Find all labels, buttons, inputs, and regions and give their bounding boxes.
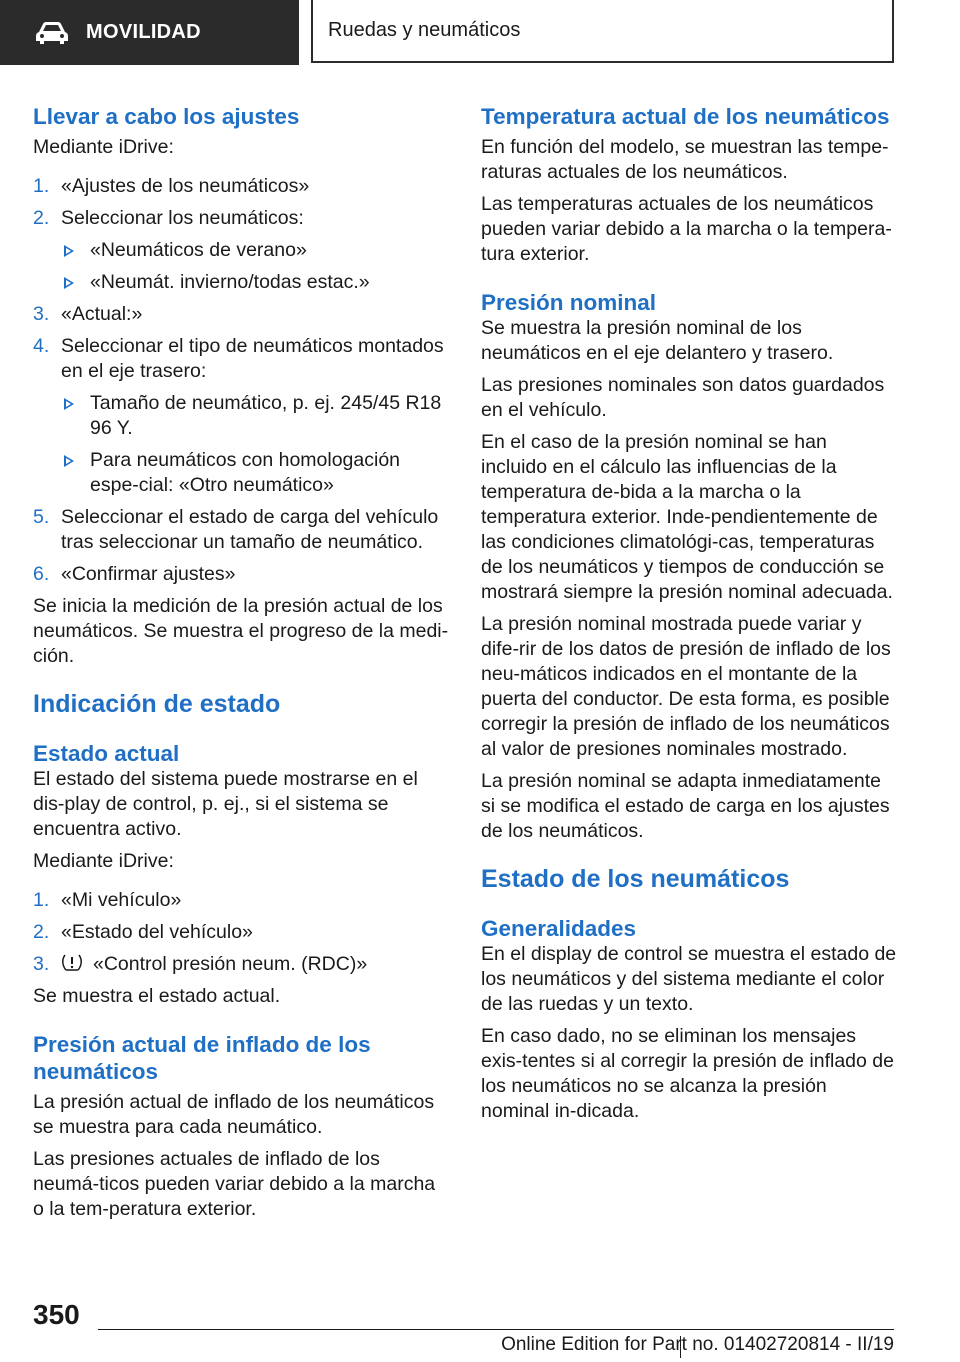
heading-presion-actual: Presión actual de inflado de los neumáticos — [33, 1032, 371, 1084]
list-item: 3. «Control presión neum. (RDC)» — [33, 953, 368, 975]
paragraph: Las temperaturas actuales de los neumáticos pueden variar debido a la marcha o la tempera‐tura exterior. — [481, 193, 892, 265]
subsection-title: Ruedas y neumáticos — [328, 19, 521, 41]
paragraph: Se muestra la presión nominal de los neumáticos en el eje delantero y trasero. — [481, 317, 834, 364]
sub-list-item: Tamaño de neumático, p. ej. 245/45 R18 96 Y. — [33, 391, 449, 441]
section-tab — [0, 0, 299, 65]
car-icon — [34, 21, 70, 45]
section-title: MOVILIDAD — [86, 21, 201, 43]
paragraph: Las presiones nominales son datos guardados en el vehículo. — [481, 374, 885, 421]
list-item: 4. Seleccionar el tipo de neumáticos montados en el eje trasero: — [33, 335, 444, 382]
heading-presion-nominal: Presión nominal — [481, 290, 657, 315]
paragraph: Las presiones actuales de inflado de los neumá‐ticos pueden variar debido a la marcha o la tem‐peratura exterior. — [33, 1148, 436, 1220]
heading-temperatura: Temperatura actual de los neumáticos — [481, 104, 890, 129]
heading-estado-actual: Estado actual — [33, 741, 180, 766]
footer-rule — [98, 1329, 894, 1330]
subsection-tab — [311, 0, 894, 63]
footer-edition: Online Edition for Part no. 01402720814 - II/19 — [501, 1334, 894, 1355]
list-item: 1. «Ajustes de los neumáticos» — [33, 175, 310, 197]
list-item: 1. «Mi vehículo» — [33, 889, 182, 911]
tire-pressure-warning-icon — [61, 953, 83, 973]
paragraph: Mediante iDrive: — [33, 136, 174, 158]
paragraph: En el caso de la presión nominal se han incluido en el cálculo las influencias de la temperatura de‐bida a la marcha o la temperatura exterior. Inde‐pendientemente de las condiciones climatológi‐cas, temperaturas de los neumáticos y tiempos de conducción se mostrará siempre la presión nominal adecuada. — [481, 431, 893, 603]
list-item: 2. «Estado del vehículo» — [33, 921, 253, 943]
heading-ajustes: Llevar a cabo los ajustes — [33, 104, 300, 129]
paragraph: El estado del sistema puede mostrarse en el dis‐play de control, p. ej., si el sistema se encuentra activo. — [33, 768, 418, 840]
heading-indicacion: Indicación de estado — [33, 690, 281, 718]
list-item: 6. «Confirmar ajustes» — [33, 563, 236, 585]
bullet-triangle-icon — [64, 455, 74, 467]
list-item: 3. «Actual:» — [33, 303, 143, 325]
bullet-triangle-icon — [64, 245, 74, 257]
paragraph: En el display de control se muestra el estado de los neumáticos y del sistema mediante el color de las ruedas y un texto. — [481, 943, 897, 1015]
page-number: 350 — [33, 1299, 80, 1330]
paragraph: La presión actual de inflado de los neumáticos se muestra para cada neumático. — [33, 1091, 435, 1138]
heading-generalidades: Generalidades — [481, 916, 637, 941]
bullet-triangle-icon — [64, 398, 74, 410]
sub-list-item: «Neumáticos de verano» — [33, 238, 449, 263]
paragraph: En función del modelo, se muestran las tempe‐raturas actuales de los neumáticos. — [481, 136, 889, 183]
right-column — [481, 103, 897, 1124]
heading-estado-neumaticos: Estado de los neumáticos — [481, 865, 790, 893]
paragraph: La presión nominal mostrada puede variar y dife‐rir de los datos de presión de inflado de los neu‐máticos indicados en el montante de la puerta del conductor. De esta forma, es posible corregir la presión de inflado de los neumáticos al valor de presiones nominales mostrado. — [481, 613, 891, 760]
paragraph: La presión nominal se adapta inmediatamente si se modifica el estado de carga en los ajustes de los neumáticos. — [481, 770, 890, 842]
bullet-triangle-icon — [64, 277, 74, 289]
paragraph: Se inicia la medición de la presión actual de los neumáticos. Se muestra el progreso de la medi‐ción. — [33, 595, 449, 667]
paragraph: Mediante iDrive: — [33, 850, 174, 872]
list-item: 2. Seleccionar los neumáticos: — [33, 207, 304, 229]
paragraph: Se muestra el estado actual. — [33, 985, 281, 1007]
sub-list-item: «Neumát. invierno/todas estac.» — [33, 270, 449, 295]
left-column — [33, 103, 449, 1222]
list-item: 5. Seleccionar el estado de carga del vehículo tras seleccionar un tamaño de neumático. — [33, 506, 439, 553]
paragraph: En caso dado, no se eliminan los mensajes exis‐tentes si al corregir la presión de inflado de los neumáticos no se alcanza la presión nominal in‐dicada. — [481, 1025, 894, 1122]
sub-list-item: Para neumáticos con homologación espe‐cial: «Otro neumático» — [33, 448, 449, 498]
